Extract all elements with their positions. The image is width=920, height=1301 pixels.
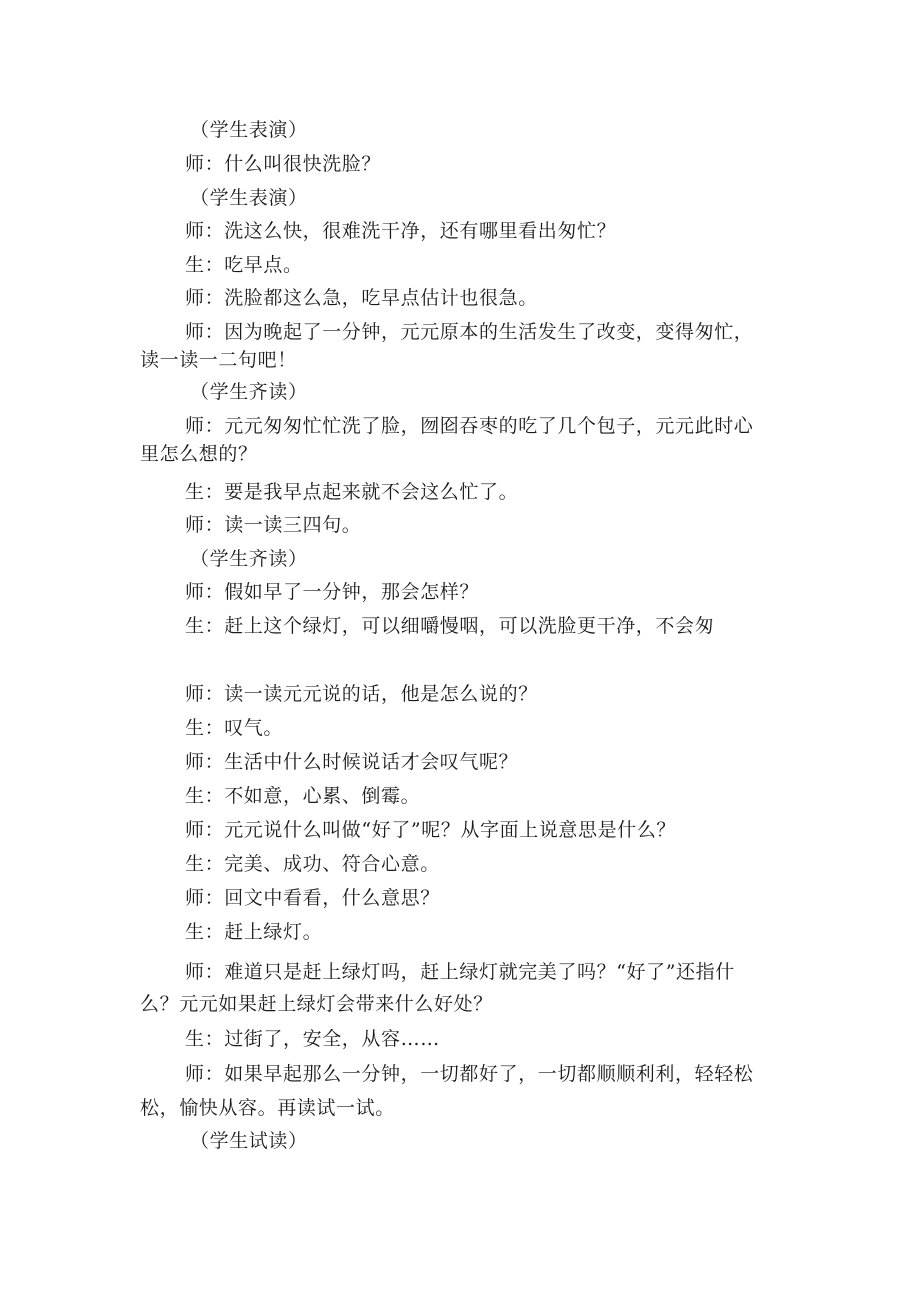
text-line: 师：读一读三四句。 xyxy=(185,514,362,536)
text-line: 读一读一二句吧！ xyxy=(140,349,297,371)
text-line: 师：洗脸都这么急，吃早点估计也很急。 xyxy=(185,287,538,309)
text-line: 生：过街了，安全，从容…… xyxy=(185,1028,440,1050)
text-line: 生：要是我早点起来就不会这么忙了。 xyxy=(185,481,519,503)
text-line: 松，愉快从容。再读试一试。 xyxy=(140,1097,395,1119)
text-line: 师：因为晚起了一分钟，元元原本的生活发生了改变，变得匆忙， xyxy=(185,321,754,343)
text-line: 里怎么想的？ xyxy=(140,443,258,465)
text-line: 生：吃早点。 xyxy=(185,254,303,276)
text-line: 师：元元说什么叫做“好了”呢？从字面上说意思是什么？ xyxy=(185,819,677,841)
text-line: 生：叹气。 xyxy=(185,717,284,739)
text-line: （学生齐读） xyxy=(190,381,308,403)
text-line: （学生齐读） xyxy=(190,548,308,570)
text-line: 师：什么叫很快洗脸？ xyxy=(185,153,382,175)
text-line: 生：不如意，心累、倒霉。 xyxy=(185,785,421,807)
text-line: 么？元元如果赶上绿灯会带来什么好处？ xyxy=(140,993,493,1015)
text-line: 师：假如早了一分钟，那会怎样？ xyxy=(185,581,480,603)
text-line: 师：难道只是赶上绿灯吗，赶上绿灯就完美了吗？“好了”还指什 xyxy=(185,961,735,983)
text-line: 师：元元匆匆忙忙洗了脸，囫囵吞枣的吃了几个包子，元元此时心 xyxy=(185,415,754,437)
text-line: 师：如果早起那么一分钟，一切都好了，一切都顺顺利利，轻轻松 xyxy=(185,1063,754,1085)
text-line: 生：赶上绿灯。 xyxy=(185,921,323,943)
text-line: 师：读一读元元说的话，他是怎么说的？ xyxy=(185,683,538,705)
text-line: 师：生活中什么时候说话才会叹气呢？ xyxy=(185,751,519,773)
text-line: （学生表演） xyxy=(190,187,308,209)
text-line: （学生表演） xyxy=(190,119,308,141)
text-line: （学生试读） xyxy=(190,1130,308,1152)
text-line: 师：洗这么快，很难洗干净，还有哪里看出匆忙？ xyxy=(185,220,617,242)
text-line: 生：完美、成功、符合心意。 xyxy=(185,853,440,875)
text-line: 生：赶上这个绿灯，可以细嚼慢咽，可以洗脸更干净，不会匆 xyxy=(185,615,715,637)
text-line: 师：回文中看看，什么意思？ xyxy=(185,887,440,909)
